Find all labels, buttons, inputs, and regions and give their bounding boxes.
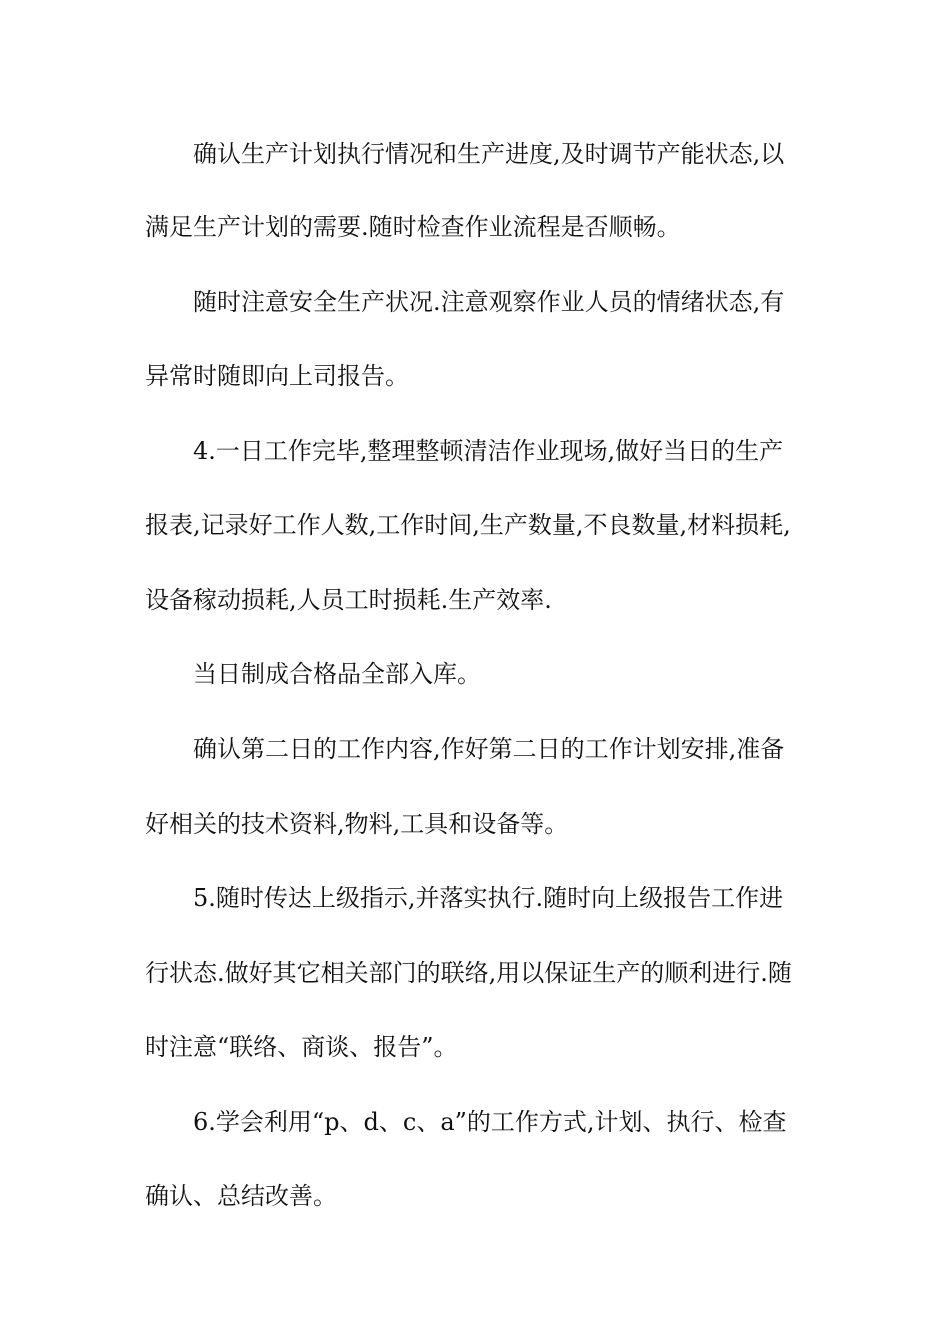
- text-line: 5.随时传达上级指示,并落实执行.随时向上级报告工作进: [193, 884, 784, 912]
- text-line: 4.一日工作完毕,整理整顿清洁作业现场,做好当日的生产: [193, 437, 784, 465]
- text-line: 时注意“联络、商谈、报告”。: [145, 1033, 458, 1061]
- text-line: 满足生产计划的需要.随时检查作业流程是否顺畅。: [145, 213, 681, 241]
- text-line: 好相关的技术资料,物料,工具和设备等。: [145, 810, 569, 838]
- text-line: 当日制成合格品全部入库。: [193, 660, 481, 688]
- text-line: 确认生产计划执行情况和生产进度,及时调节产能状态,以: [193, 140, 785, 168]
- text-line: 设备稼动损耗,人员工时损耗.生产效率.: [145, 586, 552, 614]
- text-line: 随时注意安全生产状况.注意观察作业人员的情绪状态,有: [193, 288, 785, 316]
- text-line: 行状态.做好其它相关部门的联络,用以保证生产的顺利进行.随: [145, 959, 792, 987]
- text-line: 确认、总结改善。: [145, 1182, 337, 1210]
- text-line: 异常时随即向上司报告。: [145, 362, 409, 390]
- text-line: 报表,记录好工作人数,工作时间,生产数量,不良数量,材料损耗,: [145, 511, 791, 539]
- text-line: 6.学会利用“p、d、c、a”的工作方式,计划、执行、检查: [193, 1108, 787, 1136]
- text-line: 确认第二日的工作内容,作好第二日的工作计划安排,准备: [193, 735, 785, 763]
